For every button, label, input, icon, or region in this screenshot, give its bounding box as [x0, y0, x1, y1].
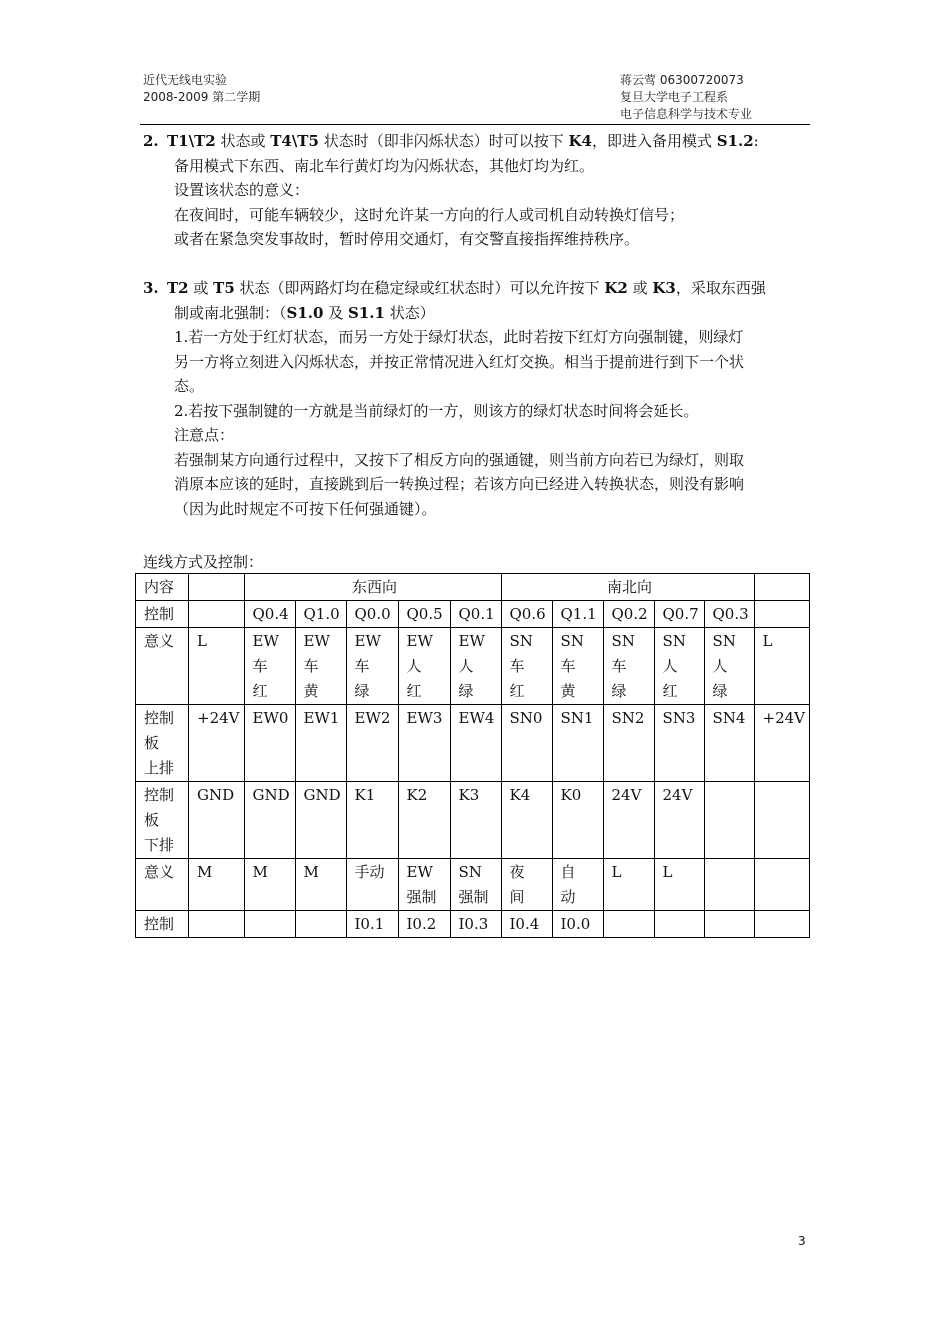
text-run: ，采取东西强 [675, 279, 766, 297]
text-run: 及 [323, 303, 348, 322]
page-header-left [143, 72, 260, 106]
table-cell [501, 705, 552, 782]
table-cell: I0.0 [552, 911, 603, 938]
table-cell: Q0.5 [398, 601, 450, 628]
paragraph-line: 态。 [174, 377, 205, 395]
cell-line: 板 [144, 734, 160, 752]
table-cell: 内容 [136, 574, 189, 601]
table-cell [189, 705, 245, 782]
table-cell [754, 859, 810, 911]
table-cell [136, 705, 189, 782]
cell-line: L [762, 632, 773, 650]
cell-line: 手动 [354, 863, 385, 881]
table-row-control-out [136, 601, 810, 628]
table-cell [754, 911, 810, 938]
table-cell: I0.4 [501, 911, 552, 938]
cell-line: 绿 [611, 682, 627, 700]
table-row-header [136, 574, 810, 601]
table-row-control-in [136, 911, 810, 938]
table-cell [704, 911, 754, 938]
cell-line: L [611, 863, 622, 881]
cell-line: SN0 [509, 709, 543, 727]
cell-line: SN4 [712, 709, 746, 727]
table-row-board-top [136, 705, 810, 782]
cell-line: 间 [509, 888, 525, 906]
section-3-number: 3. [143, 279, 159, 297]
table-cell: 控制 [136, 601, 189, 628]
cell-line: 板 [144, 811, 160, 829]
semester: 2008-2009 第二学期 [143, 90, 261, 104]
wiring-table [135, 573, 810, 938]
cell-line: 动 [560, 888, 576, 906]
table-cell: Q0.0 [346, 601, 398, 628]
cell-line: GND [197, 786, 235, 804]
text-run: 或 [627, 279, 653, 297]
cell-line: EW1 [303, 709, 340, 727]
table-cell [450, 705, 501, 782]
text-run: ，即进入备用模式 [591, 132, 717, 150]
major: 电子信息科学与技术专业 [620, 107, 753, 121]
cell-line: EW [406, 632, 433, 650]
table-cell [189, 601, 245, 628]
table-row-meaning [136, 628, 810, 705]
cell-line: M [252, 863, 268, 881]
cell-line: 绿 [712, 682, 728, 700]
table-cell [552, 705, 603, 782]
section-3 [143, 276, 813, 521]
section-2-body [143, 154, 813, 252]
table-cell [244, 628, 295, 705]
page-number: 3 [798, 1234, 806, 1248]
cell-line: K2 [406, 786, 428, 804]
cell-line: M [303, 863, 319, 881]
cell-line: 人 [712, 657, 728, 675]
header-divider [140, 124, 810, 125]
cell-line: 夜 [509, 863, 525, 881]
table-cell [603, 782, 654, 859]
cell-line: 红 [406, 682, 422, 700]
table-cell: Q0.2 [603, 601, 654, 628]
table-cell [244, 782, 295, 859]
term-t5: T5 [213, 279, 235, 297]
cell-line: EW [406, 863, 433, 881]
department: 复旦大学电子工程系 [620, 90, 729, 104]
table-cell [501, 628, 552, 705]
table-cell [189, 911, 245, 938]
cell-line: SN [712, 632, 736, 650]
term-t4t5: T4\T5 [270, 132, 319, 150]
cell-line: +24V [197, 709, 240, 727]
cell-line: SN3 [662, 709, 696, 727]
table-cell [346, 628, 398, 705]
cell-line: 人 [406, 657, 422, 675]
cell-line: EW2 [354, 709, 391, 727]
table-cell [654, 628, 704, 705]
cell-line: 上排 [144, 759, 175, 777]
table-cell [189, 574, 245, 601]
term-s10: S1.0 [286, 303, 324, 322]
cell-line: 车 [303, 657, 319, 675]
section-2-number: 2. [143, 132, 159, 150]
text-run: 状态或 [215, 132, 271, 150]
table-cell: 控制 [136, 911, 189, 938]
cell-line: 车 [560, 657, 576, 675]
cell-line: EW0 [252, 709, 289, 727]
table-cell [189, 628, 245, 705]
table-cell [244, 859, 295, 911]
paragraph-line: 设置该状态的意义： [174, 181, 310, 199]
cell-line: EW3 [406, 709, 443, 727]
table-cell [603, 859, 654, 911]
table-cell: Q1.1 [552, 601, 603, 628]
cell-line: +24V [762, 709, 805, 727]
table-caption: 连线方式及控制： [143, 553, 264, 571]
table-cell [295, 705, 346, 782]
cell-line: 车 [509, 657, 525, 675]
table-cell [244, 705, 295, 782]
cell-line: SN [458, 863, 482, 881]
table-cell [136, 859, 189, 911]
cell-line: 车 [252, 657, 268, 675]
table-cell [346, 782, 398, 859]
section-2 [143, 129, 813, 252]
table-cell [654, 782, 704, 859]
cell-line: 下排 [144, 836, 175, 854]
south-north-header: 南北向 [501, 574, 754, 601]
table-cell [398, 705, 450, 782]
table-cell [501, 859, 552, 911]
text-run: 制或南北强制：（ [174, 303, 287, 322]
table-cell [754, 628, 810, 705]
cell-line: EW [458, 632, 485, 650]
table-cell [552, 628, 603, 705]
table-cell [398, 859, 450, 911]
cell-line: 绿 [354, 682, 370, 700]
table-cell [754, 574, 810, 601]
table-cell: Q1.0 [295, 601, 346, 628]
table-cell [450, 782, 501, 859]
paragraph-line: （因为此时规定不可按下任何强通键）。 [174, 499, 437, 518]
table-cell: Q0.3 [704, 601, 754, 628]
cell-line: 24V [662, 786, 693, 804]
section-3-body [143, 301, 813, 522]
table-cell [654, 705, 704, 782]
cell-line: 车 [611, 657, 627, 675]
table-cell [136, 628, 189, 705]
cell-line: 控制 [144, 786, 175, 804]
table-cell [501, 782, 552, 859]
table-cell [654, 911, 704, 938]
text-run: 状态（即两路灯均在稳定绿或红状态时）可以允许按下 [234, 279, 605, 297]
paragraph-line: 另一方将立刻进入闪烁状态，并按正常情况进入红灯交换。相当于提前进行到下一个状 [174, 352, 745, 371]
paragraph-line: 注意点： [174, 426, 235, 444]
table-cell: Q0.4 [244, 601, 295, 628]
table-cell [603, 911, 654, 938]
table-cell: I0.2 [398, 911, 450, 938]
paragraph-line: 消原本应该的延时，直接跳到后一转换过程；若该方向已经进入转换状态，则没有影响 [174, 475, 745, 493]
table-cell [189, 859, 245, 911]
cell-line: 红 [662, 682, 678, 700]
cell-line: 黄 [560, 682, 576, 700]
text-run: 状态） [384, 303, 435, 322]
term-t2: T2 [167, 279, 189, 297]
text-run: : [753, 132, 759, 150]
table-cell [754, 705, 810, 782]
paragraph-line: 在夜间时，可能车辆较少，这时允许某一方向的行人或司机自动转换灯信号； [174, 205, 685, 224]
table-cell [346, 859, 398, 911]
section-2-line-1 [143, 129, 813, 154]
text-run: 状态时（即非闪烁状态）时可以按下 [318, 132, 569, 150]
term-s12: S1.2 [716, 132, 754, 150]
text-run: 或 [188, 279, 214, 297]
table-cell [704, 859, 754, 911]
table-cell [189, 782, 245, 859]
cell-line: SN [662, 632, 686, 650]
table-cell: I0.1 [346, 911, 398, 938]
cell-line: SN2 [611, 709, 645, 727]
cell-line: SN [611, 632, 635, 650]
table-cell [754, 601, 810, 628]
east-west-header: 东西向 [244, 574, 501, 601]
paragraph-line [174, 301, 813, 326]
paragraph-line: 2.若按下强制键的一方就是当前绿灯的一方，则该方的绿灯状态时间将会延长。 [174, 401, 699, 420]
table-cell [398, 782, 450, 859]
table-cell [295, 628, 346, 705]
table-cell: Q0.6 [501, 601, 552, 628]
cell-line: 人 [458, 657, 474, 675]
cell-line: GND [303, 786, 341, 804]
table-cell [244, 911, 295, 938]
term-k4: K4 [568, 132, 592, 150]
cell-line: EW [252, 632, 279, 650]
table-cell [754, 782, 810, 859]
cell-line: 24V [611, 786, 642, 804]
cell-line: K1 [354, 786, 376, 804]
cell-line: SN [509, 632, 533, 650]
cell-line: K3 [458, 786, 480, 804]
cell-line: SN1 [560, 709, 594, 727]
cell-line: GND [252, 786, 290, 804]
table-cell [295, 859, 346, 911]
table-cell [603, 705, 654, 782]
paragraph-line: 1.若一方处于红灯状态，而另一方处于绿灯状态，此时若按下红灯方向强制键，则绿灯 [174, 328, 744, 346]
table-cell: I0.3 [450, 911, 501, 938]
cell-line: 人 [662, 657, 678, 675]
cell-line: M [197, 863, 213, 881]
table-cell [704, 782, 754, 859]
table-cell [295, 911, 346, 938]
table-cell [552, 782, 603, 859]
table-cell [136, 782, 189, 859]
cell-line: 强制 [458, 888, 489, 906]
term-k2: K2 [604, 279, 628, 297]
table-cell [450, 628, 501, 705]
cell-line: K4 [509, 786, 531, 804]
cell-line: EW [303, 632, 330, 650]
table-cell [295, 782, 346, 859]
term-t1t2: T1\T2 [167, 132, 216, 150]
table-cell [552, 859, 603, 911]
table-cell [704, 628, 754, 705]
table-cell: Q0.7 [654, 601, 704, 628]
cell-line: EW [354, 632, 381, 650]
table-row-board-bottom [136, 782, 810, 859]
paragraph-line: 备用模式下东西、南北车行黄灯均为闪烁状态，其他灯均为红。 [174, 156, 595, 175]
cell-line: 车 [354, 657, 370, 675]
cell-line: 强制 [406, 888, 437, 906]
paragraph-line: 或者在紧急突发事故时，暂时停用交通灯，有交警直接指挥维持秩序。 [174, 230, 640, 248]
table-cell [603, 628, 654, 705]
course-name: 近代无线电实验 [143, 73, 228, 87]
term-s11: S1.1 [348, 303, 385, 322]
term-k3: K3 [652, 279, 676, 297]
cell-line: 自 [560, 863, 576, 881]
section-3-line-1 [143, 276, 813, 301]
table-cell [654, 859, 704, 911]
table-cell [704, 705, 754, 782]
table-cell [450, 859, 501, 911]
table-row-meaning-2 [136, 859, 810, 911]
cell-line: 控制 [144, 709, 175, 727]
cell-line: L [197, 632, 207, 650]
table-cell [398, 628, 450, 705]
page-header-right [620, 72, 752, 123]
cell-line: 黄 [303, 682, 319, 700]
cell-line: L [662, 863, 673, 881]
cell-line: 绿 [458, 682, 474, 700]
cell-line: EW4 [458, 709, 495, 727]
cell-line: SN [560, 632, 584, 650]
cell-line: 红 [509, 682, 525, 700]
cell-line: 意义 [144, 632, 175, 650]
table-cell: Q0.1 [450, 601, 501, 628]
table-cell [346, 705, 398, 782]
author-name-id: 蒋云莺 06300720073 [620, 73, 744, 87]
cell-line: 意义 [144, 863, 175, 881]
cell-line: 红 [252, 682, 268, 700]
paragraph-line: 若强制某方向通行过程中，又按下了相反方向的强通键，则当前方向若已为绿灯，则取 [174, 450, 745, 469]
cell-line: K0 [560, 786, 582, 804]
